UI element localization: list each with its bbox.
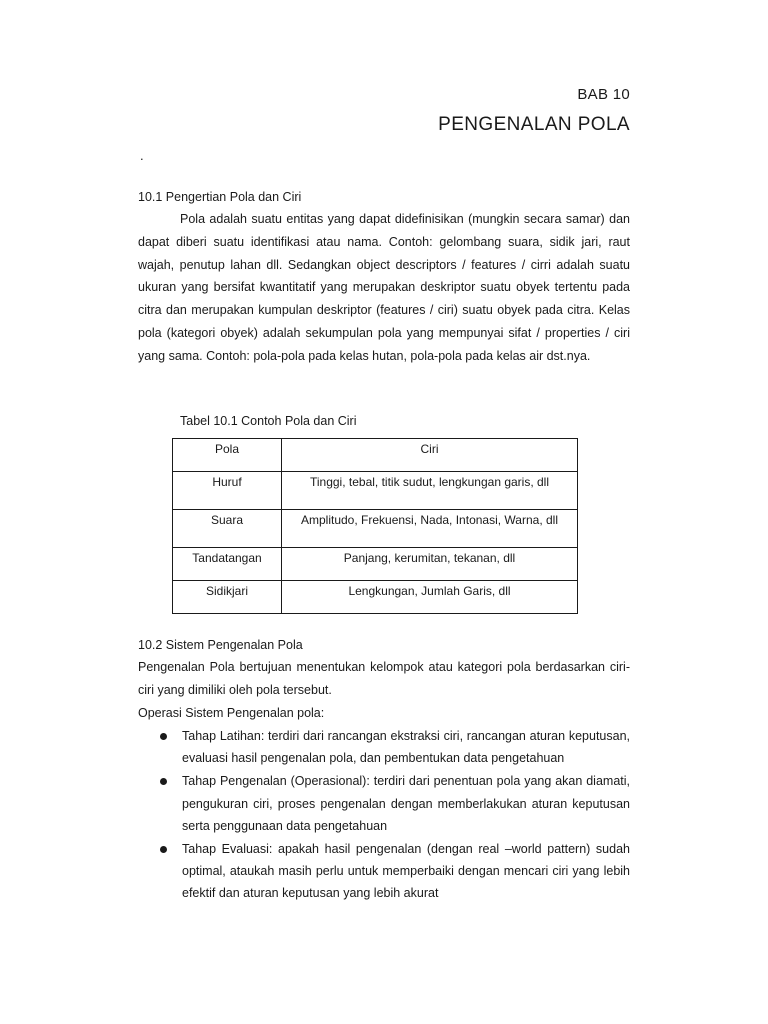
- table-cell: Huruf: [173, 472, 282, 510]
- table-row: [173, 510, 578, 548]
- list-item: [156, 838, 630, 905]
- operations-label: Operasi Sistem Pengenalan pola:: [138, 706, 325, 720]
- table-header-cell: Ciri: [282, 439, 578, 472]
- table-row: [173, 548, 578, 581]
- operations-list: [156, 725, 630, 905]
- list-item: [156, 725, 630, 769]
- table-header-cell: Pola: [173, 439, 282, 472]
- section-2-intro: Pengenalan Pola bertujuan menentukan kelompok atau kategori pola berdasarkan ciri-ciri yang dimiliki oleh pola tersebut.: [138, 660, 630, 697]
- table-row: [173, 472, 578, 510]
- list-item: [156, 770, 630, 837]
- list-item-text: Tahap Pengenalan (Operasional): terdiri dari penentuan pola yang akan diamati, pengukuran ciri, proses pengenalan dengan memberlakukan aturan keputusan serta penggunaan data pengetahuan: [182, 774, 630, 833]
- table-cell: Lengkungan, Jumlah Garis, dll: [282, 581, 578, 614]
- bullet-icon: [160, 733, 167, 740]
- list-item-text: Tahap Evaluasi: apakah hasil pengenalan (dengan real –world pattern) sudah optimal, ataukah masih perlu untuk memperbaiki dengan mencari ciri yang lebih efektif dan aturan keputusan yang lebih akurat: [182, 842, 630, 901]
- bullet-icon: [160, 846, 167, 853]
- section-2-heading: 10.2 Sistem Pengenalan Pola: [138, 638, 303, 652]
- stray-dot: .: [140, 148, 144, 163]
- pattern-table: [172, 438, 578, 614]
- chapter-title: PENGENALAN POLA: [438, 114, 630, 135]
- list-item-text: Tahap Latihan: terdiri dari rancangan ekstraksi ciri, rancangan aturan keputusan, evaluasi hasil pengenalan pola, dan pembentukan data pengetahuan: [182, 729, 630, 766]
- table-cell: Tinggi, tebal, titik sudut, lengkungan garis, dll: [282, 472, 578, 510]
- chapter-number: BAB 10: [577, 86, 630, 103]
- section-1-heading: 10.1 Pengertian Pola dan Ciri: [138, 190, 302, 204]
- table-caption: Tabel 10.1 Contoh Pola dan Ciri: [180, 414, 357, 428]
- table-cell: Panjang, kerumitan, tekanan, dll: [282, 548, 578, 581]
- table-cell: Sidikjari: [173, 581, 282, 614]
- table-cell: Tandatangan: [173, 548, 282, 581]
- table-row: [173, 581, 578, 614]
- section-1-paragraph: Pola adalah suatu entitas yang dapat didefinisikan (mungkin secara samar) dan dapat diberi suatu identifikasi atau nama. Contoh: gelombang suara, sidik jari, raut wajah, penutup lahan dll. Sedangkan object descriptors / features / cirri adalah suatu ukuran yang bersifat kwantitatif yang merupakan deskriptor suatu obyek tertentu pada citra dan merupakan kumpulan deskriptor (features / ciri) suatu obyek pada citra. Kelas pola (kategori obyek) adalah sekumpulan pola yang mempunyai sifat / properties / ciri yang sama. Contoh: pola-pola pada kelas hutan, pola-pola pada kelas air dst.nya.: [138, 212, 630, 363]
- table-header-row: [173, 439, 578, 472]
- bullet-icon: [160, 778, 167, 785]
- table-cell: Amplitudo, Frekuensi, Nada, Intonasi, Warna, dll: [282, 510, 578, 548]
- table-cell: Suara: [173, 510, 282, 548]
